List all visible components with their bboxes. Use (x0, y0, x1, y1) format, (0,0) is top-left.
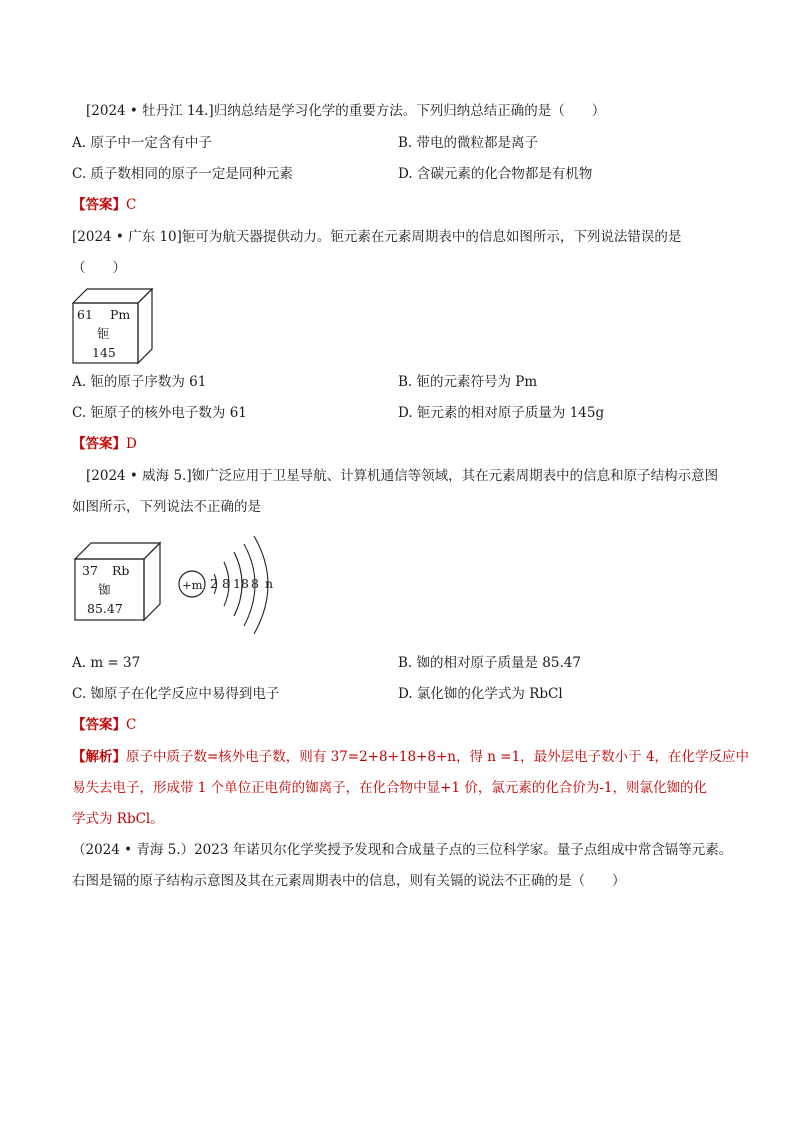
q2-option-b: B. 钷的元素符号为 Pm (398, 374, 538, 390)
rb-name: 铷 (98, 582, 111, 597)
q3-analysis-line-2: 易失去电子，形成带 1 个单位正电荷的铷离子，在化合物中显+1 价，氯元素的化合价为-1，则氯化铷的化 (72, 780, 708, 796)
pm-name: 钷 (97, 326, 110, 341)
q2-stem: [2024 • 广东 10]钷可为航天器提供动力。钷元素在元素周期表中的信息如图所示，下列说法错误的是 (72, 229, 682, 245)
q2-stem-cont: （ ） (72, 260, 126, 276)
shell-electrons-5: n (265, 576, 274, 591)
shell-electrons-1: 2 (210, 576, 218, 591)
analysis-label: 【解析】 (72, 749, 126, 765)
q1-answer (72, 195, 136, 215)
answer-value: C (126, 197, 137, 213)
q3-stem: [2024 • 威海 5.]铷广泛应用于卫星导航、计算机通信等领域，其在元素周期表中的信息和原子结构示意图 (86, 468, 719, 484)
rb-mass: 85.47 (87, 601, 123, 616)
answer-label: 【答案】 (72, 717, 126, 733)
answer-label: 【答案】 (72, 436, 126, 452)
q1-option-c: C. 质子数相同的原子一定是同种元素 (72, 166, 293, 182)
answer-value: D (126, 436, 137, 452)
q3-option-a: A. m = 37 (72, 655, 141, 671)
q2-answer (72, 434, 137, 454)
pm-atomic-number: 61 (77, 307, 93, 322)
pm-symbol: Pm (110, 307, 131, 322)
q3-analysis-line-1 (72, 747, 749, 767)
q1-stem: [2024 • 牡丹江 14.]归纳总结是学习化学的重要方法。下列归纳总结正确的是（ ） (86, 103, 606, 119)
q4-stem-cont: 右图是镉的原子结构示意图及其在元素周期表中的信息，则有关镉的说法不正确的是（ ） (72, 873, 626, 889)
answer-label: 【答案】 (72, 197, 126, 213)
rb-element-cell (72, 540, 164, 624)
pm-mass: 145 (92, 345, 116, 360)
shell-electrons-3: 18 (233, 576, 249, 591)
q3-option-b: B. 铷的相对原子质量是 85.47 (398, 655, 581, 671)
q2-option-a: A. 钷的原子序数为 61 (72, 374, 207, 390)
rb-atomic-structure-diagram (174, 532, 284, 640)
q3-option-c: C. 铷原子在化学反应中易得到电子 (72, 686, 280, 702)
nucleus-charge: +m (182, 578, 203, 592)
q2-option-d: D. 钷元素的相对原子质量为 145g (398, 405, 605, 421)
rb-atomic-number: 37 (82, 563, 98, 578)
rb-symbol: Rb (112, 563, 130, 578)
q4-stem: （2024 • 青海 5.）2023 年诺贝尔化学奖授予发现和合成量子点的三位科学家。量子点组成中常含镉等元素。 (72, 842, 733, 858)
q3-answer (72, 715, 136, 735)
q1-option-a: A. 原子中一定含有中子 (72, 135, 212, 151)
answer-value: C (126, 717, 137, 733)
shell-electrons-4: 8 (251, 576, 259, 591)
q3-analysis-line-3: 学式为 RbCl。 (72, 811, 164, 827)
q2-option-c: C. 钷原子的核外电子数为 61 (72, 405, 247, 421)
q3-stem-cont: 如图所示，下列说法不正确的是 (72, 499, 261, 515)
shell-electrons-2: 8 (222, 576, 230, 591)
q1-option-d: D. 含碳元素的化合物都是有机物 (398, 166, 593, 182)
q3-option-d: D. 氯化铷的化学式为 RbCl (398, 686, 563, 702)
analysis-text: 原子中质子数=核外电子数，则有 37=2+8+18+8+n，得 n =1，最外层电子数小于 4，在化学反应中 (126, 749, 750, 765)
q1-option-b: B. 带电的微粒都是离子 (398, 135, 539, 151)
pm-element-cell (70, 286, 156, 366)
